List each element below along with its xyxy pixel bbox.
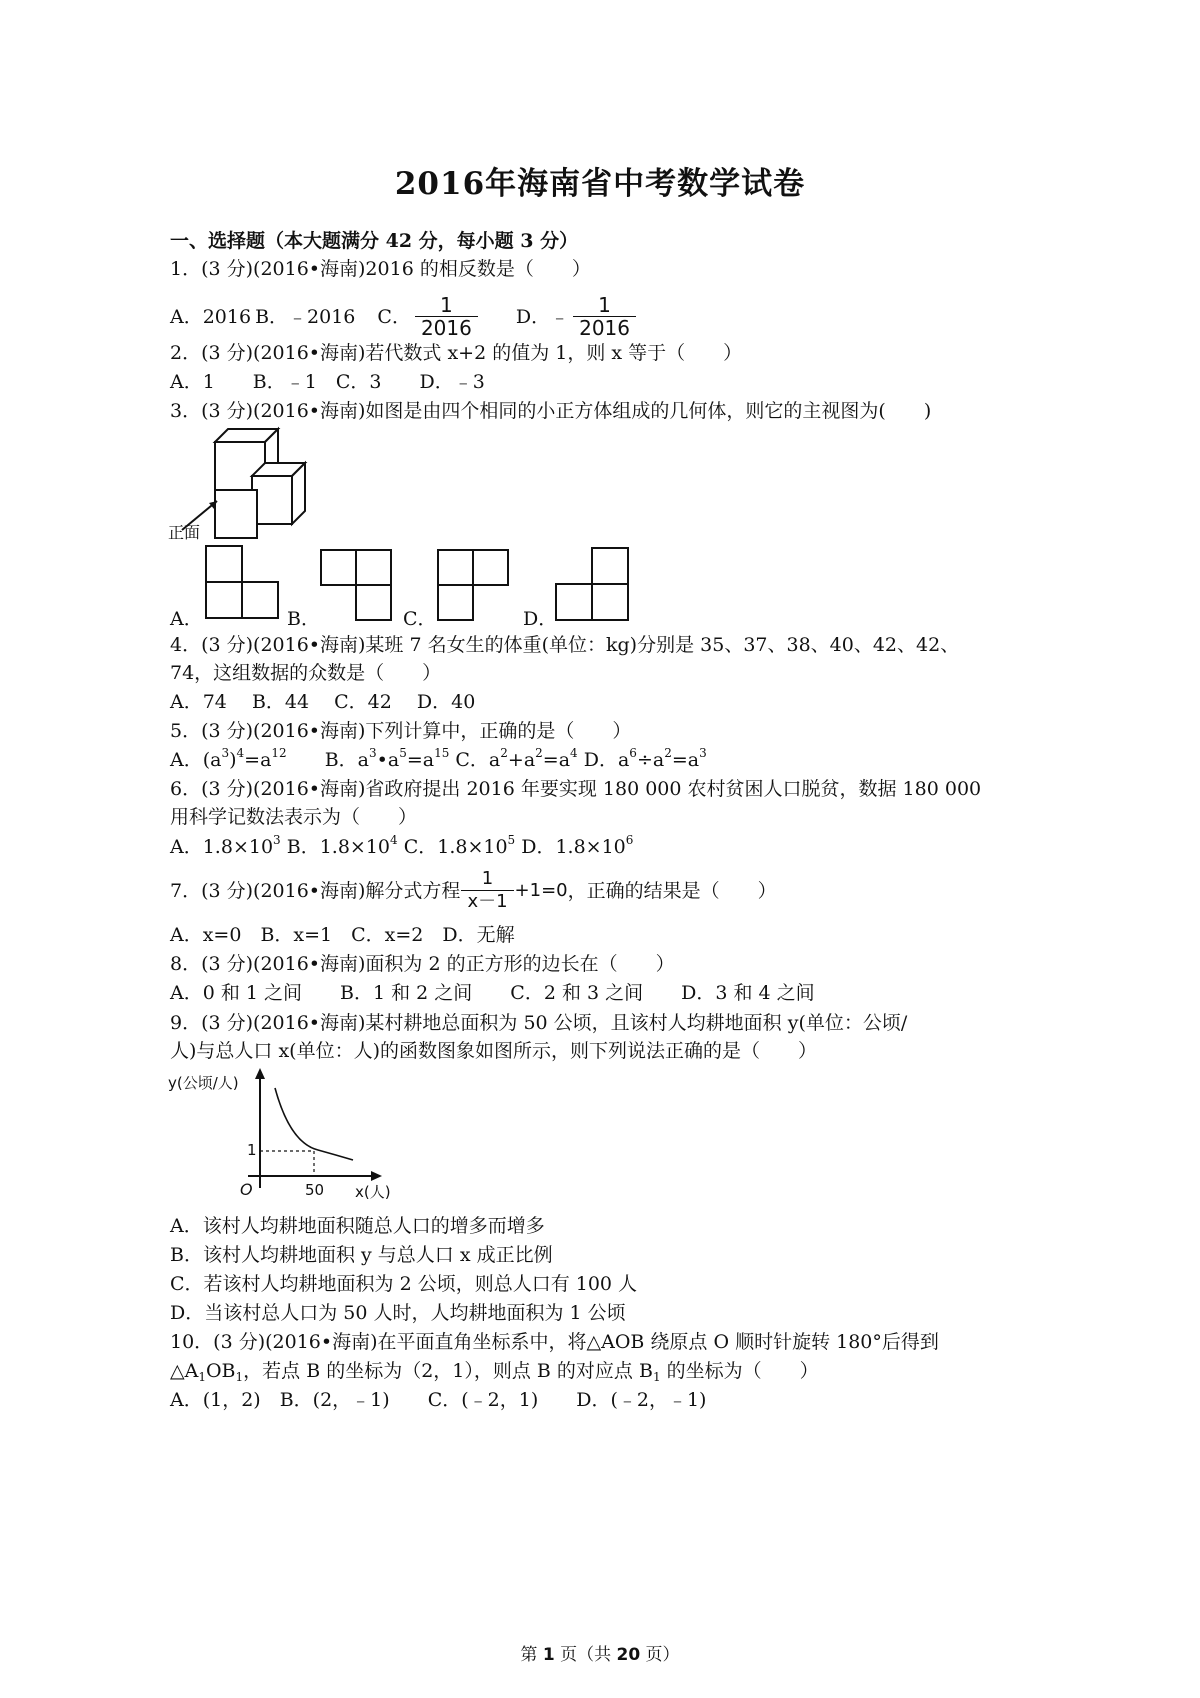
q6-options: A．$1.8\times 10^3$ B．$1.8\times 10^4$ C．$1.8\times 10^5$ D．$1.8\times 10^6$ bbox=[170, 833, 634, 858]
q2-options: A．1 B．﹣1 C．3 D．﹣3 bbox=[170, 371, 485, 393]
q3-option-a: A． bbox=[170, 608, 203, 630]
q3-option-b: B． bbox=[287, 608, 320, 630]
footer-page-number: 1 bbox=[542, 1645, 555, 1665]
q9-option-a: A．该村人均耕地面积随总人口的增多而增多 bbox=[170, 1215, 545, 1237]
q3-stem: 3．(3 分)(2016•海南)如图是由四个相同的小正方体组成的几何体，则它的主视图为( ) bbox=[170, 400, 932, 422]
footer-mid: 页（共 bbox=[554, 1645, 617, 1665]
page-footer bbox=[0, 1640, 1200, 1665]
q5-options: A．$(a^3)^4=a^{12}$ B．$a^3•a^5=a^{15}$ C．$a^2+a^2=a^4$ D．$a^6\div a^2=a^3$ bbox=[170, 746, 707, 771]
q1-option-c-fraction bbox=[415, 294, 478, 339]
footer-post: 页） bbox=[640, 1645, 680, 1665]
q1-options bbox=[170, 294, 640, 339]
footer-page-total: 20 bbox=[616, 1645, 641, 1665]
q9-graph-tick-y: 1 bbox=[247, 1141, 257, 1159]
q7-frac-post: +1=0 bbox=[514, 879, 568, 901]
q3-option-c-figure bbox=[437, 549, 517, 621]
q1-option-d-label: D．﹣ bbox=[515, 305, 570, 328]
q9-option-b: B．该村人均耕地面积 y 与总人口 x 成正比例 bbox=[170, 1244, 553, 1266]
q10-stem-line2: $\triangle A_1OB_1$，若点 B 的坐标为（2，1），则点 B 的对应点 $B_1$ 的坐标为（ ） bbox=[170, 1360, 819, 1384]
y-axis-arrow bbox=[255, 1068, 265, 1079]
q7-stem-pre: 7．(3 分)(2016•海南)解分式方程 bbox=[170, 879, 461, 902]
q1-d-numerator: 1 bbox=[598, 293, 611, 317]
q7-stem bbox=[170, 868, 777, 913]
q7-stem-post: ，正确的结果是（ ） bbox=[567, 879, 777, 902]
q6-stem-line1: 6．(3 分)(2016•海南)省政府提出 2016 年要实现 180 000 农村贫困人口脱贫，数据 180 000 bbox=[170, 778, 982, 800]
page-title: 2016年海南省中考数学试卷 bbox=[394, 166, 806, 202]
q4-stem-line1: 4．(3 分)(2016•海南)某班 7 名女生的体重(单位：kg)分别是 35、37、38、40、42、42、 bbox=[170, 634, 960, 656]
q9-option-c: C．若该村人均耕地面积为 2 公顷，则总人口有 100 人 bbox=[170, 1273, 638, 1295]
q1-stem: 1．(3 分)(2016•海南)2016 的相反数是（ ） bbox=[170, 258, 591, 280]
q3-option-a-figure bbox=[205, 545, 285, 620]
q7-fraction-numerator: 1 bbox=[481, 868, 494, 889]
x-axis-arrow bbox=[371, 1171, 382, 1181]
q9-stem-line2: 人)与总人口 x(单位：人)的函数图象如图所示，则下列说法正确的是（ ） bbox=[170, 1040, 817, 1062]
footer-pre: 第 bbox=[520, 1645, 543, 1665]
q7-fraction-denominator: x－1 bbox=[461, 890, 513, 913]
q2-stem: 2．(3 分)(2016•海南)若代数式 x+2 的值为 1，则 x 等于（ ） bbox=[170, 342, 743, 364]
q10-options: A．(1，2) B．(2，﹣1) C．(﹣2，1) D．(﹣2，﹣1) bbox=[170, 1389, 707, 1411]
q1-option-a: A．2016 bbox=[170, 305, 252, 328]
q3-front-label: 正面 bbox=[168, 523, 201, 542]
q1-c-numerator: 1 bbox=[440, 293, 453, 317]
q9-graph-ylabel: y(公顷/人) bbox=[168, 1074, 239, 1092]
q3-option-d-figure bbox=[555, 547, 635, 623]
q3-option-d: D． bbox=[523, 608, 558, 630]
q1-option-d-fraction bbox=[573, 294, 636, 339]
q1-option-c-label: C． bbox=[377, 305, 411, 328]
q5-stem: 5．(3 分)(2016•海南)下列计算中，正确的是（ ） bbox=[170, 720, 632, 742]
hyperbola-curve bbox=[275, 1088, 353, 1160]
q8-stem: 8．(3 分)(2016•海南)面积为 2 的正方形的边长在（ ） bbox=[170, 953, 675, 975]
q9-graph-origin: O bbox=[240, 1180, 253, 1199]
q4-stem-line2: 74，这组数据的众数是（ ） bbox=[170, 662, 442, 684]
q7-options: A．x=0 B．x=1 C．x=2 D．无解 bbox=[170, 924, 515, 946]
q4-options: A．74 B．44 C．42 D．40 bbox=[170, 691, 476, 713]
q10-stem-line1: 10．(3 分)(2016•海南)在平面直角坐标系中，将△AOB 绕原点 O 顺时针旋转 180°后得到 bbox=[170, 1331, 939, 1353]
q3-option-b-figure bbox=[320, 549, 400, 621]
q9-stem-line1: 9．(3 分)(2016•海南)某村耕地总面积为 50 公顷，且该村人均耕地面积 y(单位：公顷/ bbox=[170, 1012, 908, 1034]
q7-fraction bbox=[461, 868, 513, 913]
q3-option-c: C． bbox=[403, 608, 437, 630]
q6-stem-line2: 用科学记数法表示为（ ） bbox=[170, 806, 418, 828]
q8-options: A．0 和 1 之间 B．1 和 2 之间 C．2 和 3 之间 D．3 和 4 之间 bbox=[170, 982, 815, 1004]
q9-option-d: D．当该村总人口为 50 人时，人均耕地面积为 1 公顷 bbox=[170, 1302, 626, 1324]
q1-d-denominator: 2016 bbox=[573, 316, 636, 339]
q9-graph-tick-x: 50 bbox=[305, 1181, 325, 1199]
q1-c-denominator: 2016 bbox=[415, 316, 478, 339]
q1-option-b: B．﹣2016 bbox=[255, 305, 356, 328]
section-heading: 一、选择题（本大题满分 42 分，每小题 3 分） bbox=[170, 230, 579, 252]
q9-graph-xlabel: x(人) bbox=[355, 1183, 391, 1201]
